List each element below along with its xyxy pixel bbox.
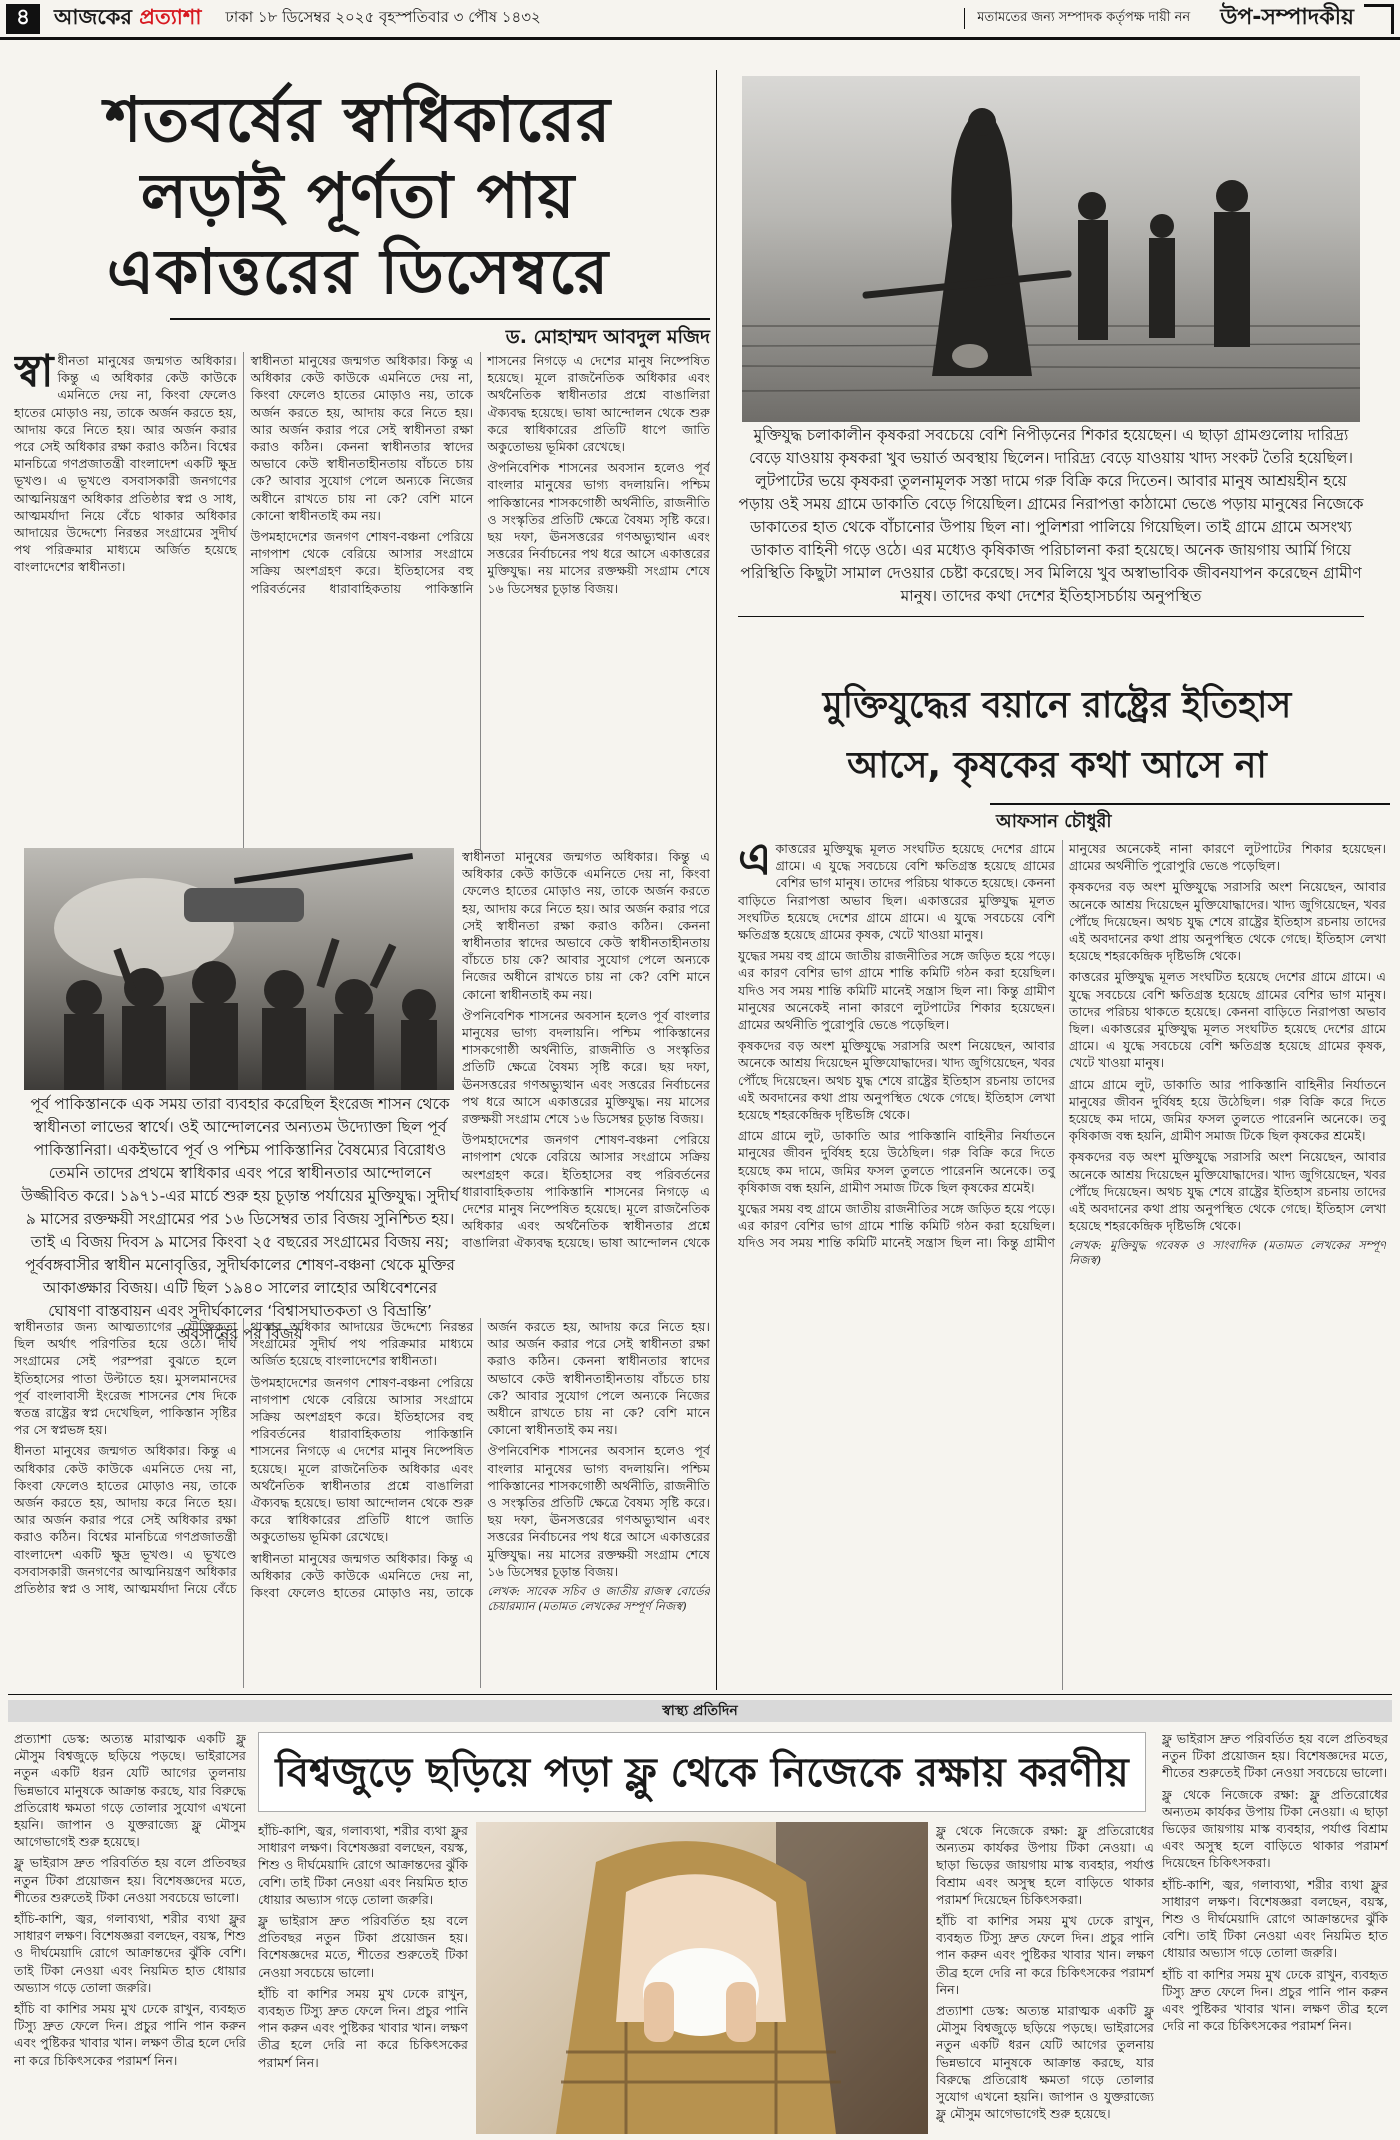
article2-paragraph: কাত্তরের মুক্তিযুদ্ধ মূলত সংঘটিত হয়েছে দেশের গ্রামে গ্রামে। এ যুদ্ধে সবচেয়ে বেশি ক্ষতিগ্রস্ত হয়েছে গ্রামের বেশির ভাগ মানুষ। তাদের পরিচয় থাকতে হয়েছে। কেননা বাড়িতে নিরাপত্তা অভাব ছিল। একাত্তরের মুক্তিযুদ্ধ মূলত সংঘটিত হয়েছে দেশের গ্রামে গ্রামে। এ যুদ্ধে সবচেয়ে বেশি ক্ষতিগ্রস্ত হয়েছে গ্রামের কৃষক, খেটে খাওয়া মানুষ। [1069, 969, 1386, 1071]
paper-name-part-1: আজকের [54, 5, 140, 29]
paper-name[interactable] [54, 1, 201, 36]
article1-headline[interactable] [8, 82, 708, 310]
article1-paragraph: স্বাধীনতা মানুষের জন্মগত অধিকার। কিন্তু এ অধিকার কেউ কাউকে এমনিতে দেয় না, কিংবা ফেলেও হাতের মোড়াও নয়, তাকে অর্জন করতে হয়, আদায় করে নিতে হয়। আর অর্জন করার পরে সেই স্বাধীনতা রক্ষা করাও কঠিন। কেননা স্বাধীনতার স্বাদের অভাবে কেউ স্বাধীনতাহীনতায় বাঁচতে চায় কে? আবার সুযোগ পেলে অন্যকে নিজের অধীনে রাখতে চায় না কে? বেশি মানে কোনো স্বাধীনতাই কম নয়। [462, 849, 710, 1002]
article1-paragraph: স্বাধীনতা মানুষের জন্মগত অধিকার। কিন্তু এ অধিকার কেউ কাউকে এমনিতে দেয় না, কিংবা ফেলেও হাতের মোড়াও নয়, তাকে অর্জন করতে হয়, আদায় করে নিতে হয়। আর অর্জন করার পরে সেই স্বাধীনতা রক্ষা করাও কঠিন। কেননা স্বাধীনতার স্বাদের অভাবে কেউ স্বাধীনতাহীনতায় বাঁচতে চায় কে? আবার সুযোগ পেলে অন্যকে নিজের অধীনে রাখতে চায় না কে? বেশি মানে কোনো স্বাধীনতাই কম নয়। [250, 353, 474, 523]
article1-body-top [14, 352, 710, 850]
health-body-left [14, 1730, 246, 2132]
article1-headline-line: শতবর্ষের স্বাধিকারের [104, 83, 612, 156]
article1-paragraph: উপমহাদেশের জনগণ শোষণ-বঞ্চনা পেরিয়ে নাগপাশ থেকে বেরিয়ে আসার সংগ্রামে সক্রিয় অংশগ্রহণ করে। ইতিহাসের বহু পরিবর্তনের ধারাবাহিকতায় পাকিস্তানি শাসনের নিগড়ে এ দেশের মানুষ নিষ্পেষিত হয়েছে। মূলে রাজনৈতিক অধিকার এবং অর্থনৈতিক স্বাধীনতার প্রশ্নে বাঙালিরা ঐক্যবদ্ধ হয়েছে। ভাষা আন্দোলন থেকে [462, 1132, 710, 1251]
health-paragraph: হাঁচি বা কাশির সময় মুখ ঢেকে রাখুন, ব্যবহৃত টিস্যু দ্রুত ফেলে দিন। প্রচুর পানি পান করুন এবং পুষ্টিকর খাবার খান। লক্ষণ তীব্র হলে দেরি না করে চিকিৎসকের পরামর্শ নিন। [14, 2001, 246, 2068]
article2-headline[interactable] [722, 676, 1392, 796]
editorial-disclaimer: মতামতের জন্য সম্পাদক কর্তৃপক্ষ দায়ী নন [964, 8, 1190, 29]
paper-name-part-2: প্রত্যাশা [139, 5, 202, 29]
article2-paragraph: কৃষকদের বড় অংশ মুক্তিযুদ্ধে সরাসরি অংশ নিয়েছেন, আবার অনেকে আশ্রয় দিয়েছেন মুক্তিযোদ্ধাদের। খাদ্য জুগিয়েছেন, খবর পৌঁছে দিয়েছেন। অথচ যুদ্ধ শেষে রাষ্ট্রের ইতিহাস রচনায় তাদের এই অবদানের কথা প্রায় অনুপস্থিত থেকে গেছে। ইতিহাস লেখা হয়েছে শহরকেন্দ্রিক দৃষ্টিভঙ্গি থেকে। [738, 1038, 1055, 1123]
article1-paragraph: স্বা ধীনতা মানুষের জন্মগত অধিকার। কিন্তু এ অধিকার কেউ কাউকে এমনিতে দেয় না, কিংবা ফেলেও হাতের মোড়াও নয়, তাকে অর্জন করতে হয়, আদায় করে নিতে হয়। আর অর্জন করার পরে সেই অধিকার রক্ষা করাও কঠিন। বিশ্বের মানচিত্রে গণপ্রজাতন্ত্রী বাংলাদেশ একটি ক্ষুদ্র ভূখণ্ড। এ ভূখণ্ডে বসবাসকারী জনগণের আত্মনিয়ন্ত্রণ অধিকার প্রতিষ্ঠার স্বপ্ন ও সাধ, আত্মমর্যাদা নিয়ে বেঁচে থাকার অধিকার আদায়ের উদ্দেশ্যে নিরন্তর সংগ্রামের সুদীর্ঘ পথ পরিক্রমার মাধ্যমে অর্জিত হয়েছে বাংলাদেশের স্বাধীনতা। [14, 352, 237, 575]
issue-date: ঢাকা ১৮ ডিসেম্বর ২০২৫ বৃহস্পতিবার ৩ পৌষ ১৪৩২ [225, 8, 541, 26]
health-photo[interactable] [476, 1822, 928, 2134]
article1-paragraph: স্বাধীনতা মানুষের জন্মগত অধিকার। কিন্তু এ অধিকার কেউ কাউকে এমনিতে দেয় না, কিংবা ফেলেও হাতের মোড়াও নয়, তাকে অর্জন করতে হয়, আদায় করে নিতে হয়। আর অর্জন করার পরে সেই স্বাধীনতা রক্ষা করাও কঠিন। কেননা স্বাধীনতার স্বাদের অভাবে কেউ স্বাধীনতাহীনতায় বাঁচতে চায় কে? আবার সুযোগ পেলে অন্যকে নিজের অধীনে রাখতে চায় না কে? বেশি মানে কোনো স্বাধীনতাই কম নয়। [250, 1319, 710, 1601]
health-paragraph: হাঁচি-কাশি, জ্বর, গলাব্যথা, শরীর ব্যথা ফ্লুর সাধারণ লক্ষণ। বিশেষজ্ঞরা বলছেন, বয়স্ক, শিশু ও দীর্ঘমেয়াদি রোগে আক্রান্তদের ঝুঁকি বেশি। তাই টিকা নেওয়া এবং নিয়মিত হাত ধোয়ার অভ্যাস গড়ে তোলা জরুরি। [1162, 1876, 1388, 1961]
article1-photo-caption: পূর্ব পাকিস্তানকে এক সময় তারা ব্যবহার করেছিল ইংরেজ শাসন থেকে স্বাধীনতা লাভের স্বার্থে। ওই আন্দোলনের অন্যতম উদ্যোক্তা ছিল পূর্ব পাকিস্তানিরা। একইভাবে পূর্ব ও পশ্চিম পাকিস্তানির বৈষম্যের বিরোধও তেমনি তাদের প্রথমে স্বাধিকার এবং পরে স্বাধীনতার আন্দোলনে উজ্জীবিত করে। ১৯৭১-এর মার্চে শুরু হয় চূড়ান্ত পর্যায়ের মুক্তিযুদ্ধ। সুদীর্ঘ ৯ মাসের রক্তক্ষয়ী সংগ্রামের পর ১৬ ডিসেম্বর তার বিজয় সুনিশ্চিত হয়। তাই এ বিজয় দিবস ৯ মাসের কিংবা ২৫ বছরের সংগ্রামের বিজয় নয়; পূর্ববঙ্গবাসীর স্বাধীন মনোবৃত্তির, সুদীর্ঘকালের শোষণ-বঞ্চনা থেকে মুক্তির আকাঙ্ক্ষার বিজয়। এটি ছিল ১৯৪০ সালের লাহোর অধিবেশনের ঘোষণা বাস্তবায়ন এবং সুদীর্ঘকালের ‘বিশ্বাসঘাতকতা ও বিভ্রান্তি’ অবসানের পর বিজয় [20, 1095, 460, 1343]
health-paragraph: প্রত্যাশা ডেস্ক: অত্যন্ত মারাত্মক একটি ফ্লু মৌসুম বিশ্বজুড়ে ছড়িয়ে পড়ছে। ভাইরাসের নতুন একটি ধরন যেটি আগের তুলনায় ভিন্নভাবে মানুষকে আক্রান্ত করছে, যার বিরুদ্ধে প্রতিরোধ ক্ষমতা গড়ে তোলার সুযোগ এখনো হয়নি। জাপান ও যুক্তরাজ্যে ফ্লু মৌসুম আগেভাগেই শুরু হয়েছে। [14, 1731, 246, 1850]
article1-photo[interactable] [24, 848, 454, 1090]
health-paragraph: প্রত্যাশা ডেস্ক: অত্যন্ত মারাত্মক একটি ফ্লু মৌসুম বিশ্বজুড়ে ছড়িয়ে পড়ছে। ভাইরাসের নতুন একটি ধরন যেটি আগের তুলনায় ভিন্নভাবে মানুষকে আক্রান্ত করছে, যার বিরুদ্ধে প্রতিরোধ ক্ষমতা গড়ে তোলার সুযোগ এখনো হয়নি। জাপান ও যুক্তরাজ্যে ফ্লু মৌসুম আগেভাগেই শুরু হয়েছে। [936, 2003, 1154, 2122]
article2-paragraph: কৃষকদের বড় অংশ মুক্তিযুদ্ধে সরাসরি অংশ নিয়েছেন, আবার অনেকে আশ্রয় দিয়েছেন মুক্তিযোদ্ধাদের। খাদ্য জুগিয়েছেন, খবর পৌঁছে দিয়েছেন। অথচ যুদ্ধ শেষে রাষ্ট্রের ইতিহাস রচনায় তাদের এই অবদানের কথা প্রায় অনুপস্থিত থেকে গেছে। ইতিহাস লেখা হয়েছে শহরকেন্দ্রিক দৃষ্টিভঙ্গি থেকে। [1069, 1149, 1386, 1234]
article1-paragraph: উপমহাদেশের জনগণ শোষণ-বঞ্চনা পেরিয়ে নাগপাশ থেকে বেরিয়ে আসার সংগ্রামে সক্রিয় অংশগ্রহণ করে। ইতিহাসের বহু পরিবর্তনের ধারাবাহিকতায় পাকিস্তানি শাসনের নিগড়ে এ দেশের মানুষ নিষ্পেষিত হয়েছে। মূলে রাজনৈতিক অধিকার এবং অর্থনৈতিক স্বাধীনতার প্রশ্নে বাঙালিরা ঐক্যবদ্ধ হয়েছে। ভাষা আন্দোলন থেকে শুরু করে স্বাধিকারের প্রতিটি ধাপে জাতি অকুতোভয় ভূমিকা রেখেছে। [250, 1374, 474, 1545]
health-section-band: স্বাস্থ্য প্রতিদিন [8, 1700, 1392, 1722]
health-paragraph: ফ্লু থেকে নিজেকে রক্ষা: ফ্লু প্রতিরোধের অন্যতম কার্যকর উপায় টিকা নেওয়া। এ ছাড়া ভিড়ের জায়গায় মাস্ক ব্যবহার, পর্যাপ্ত বিশ্রাম এবং অসুস্থ হলে বাড়িতে থাকার পরামর্শ দিয়েছেন চিকিৎসকরা। [1162, 1786, 1388, 1871]
article1-byline: ড. মোহাম্মদ আবদুল মজিদ [170, 318, 710, 355]
section-divider [8, 1694, 1392, 1695]
article1-body-bottom [14, 1318, 710, 1688]
article1-paragraph: ঔপনিবেশিক শাসনের অবসান হলেও পূর্ব বাংলার মানুষের ভাগ্য বদলায়নি। পশ্চিম পাকিস্তানের শাসকগোষ্ঠী অর্থনীতি, রাজনীতি ও সংস্কৃতির প্রতিটি ক্ষেত্রে বৈষম্য সৃষ্টি করে। ছয় দফা, ঊনসত্তরের গণঅভ্যুত্থান এবং সত্তরের নির্বাচনের পথ ধরে আসে একাত্তরের মুক্তিযুদ্ধ। নয় মাসের রক্তক্ষয়ী সংগ্রাম শেষে ১৬ ডিসেম্বর চূড়ান্ত বিজয়। [462, 1007, 710, 1127]
article2-paragraph: কৃষকদের বড় অংশ মুক্তিযুদ্ধে সরাসরি অংশ নিয়েছেন, আবার অনেকে আশ্রয় দিয়েছেন মুক্তিযোদ্ধাদের। খাদ্য জুগিয়েছেন, খবর পৌঁছে দিয়েছেন। অথচ যুদ্ধ শেষে রাষ্ট্রের ইতিহাস রচনায় তাদের এই অবদানের কথা প্রায় অনুপস্থিত থেকে গেছে। ইতিহাস লেখা হয়েছে শহরকেন্দ্রিক দৃষ্টিভঙ্গি থেকে। [1069, 879, 1386, 964]
article1-paragraph: উপমহাদেশের জনগণ শোষণ-বঞ্চনা পেরিয়ে নাগপাশ থেকে বেরিয়ে আসার সংগ্রামে সক্রিয় অংশগ্রহণ করে। ইতিহাসের বহু পরিবর্তনের ধারাবাহিকতায় পাকিস্তানি শাসনের নিগড়ে এ দেশের মানুষ নিষ্পেষিত হয়েছে। মূলে রাজনৈতিক অধিকার এবং অর্থনৈতিক স্বাধীনতার প্রশ্নে বাঙালিরা ঐক্যবদ্ধ হয়েছে। ভাষা আন্দোলন থেকে শুরু করে স্বাধিকারের প্রতিটি ধাপে জাতি অকুতোভয় ভূমিকা রেখেছে। [250, 353, 710, 596]
section-title: উপ-সম্পাদকীয় [1220, 5, 1354, 30]
farmers-illustration [742, 76, 1360, 422]
article2-paragraph: একাত্তরের মুক্তিযুদ্ধ মূলত সংঘটিত হয়েছে দেশের গ্রামে গ্রামে। এ যুদ্ধে সবচেয়ে বেশি ক্ষতিগ্রস্ত হয়েছে গ্রামের বেশির ভাগ মানুষ। তাদের পরিচয় থাকতে হয়েছে। কেননা বাড়িতে নিরাপত্তা অভাব ছিল। একাত্তরের মুক্তিযুদ্ধ মূলত সংঘটিত হয়েছে দেশের গ্রামে গ্রামে। এ যুদ্ধে সবচেয়ে বেশি ক্ষতিগ্রস্ত হয়েছে গ্রামের কৃষক, খেটে খাওয়া মানুষ। [738, 840, 1055, 943]
page-number: ৪ [6, 4, 40, 34]
article2-photo-caption: মুক্তিযুদ্ধ চলাকালীন কৃষকরা সবচেয়ে বেশি নিপীড়নের শিকার হয়েছেন। এ ছাড়া গ্রামগুলোয় দারিদ্র্য বেড়ে যাওয়ায় কৃষকরা খুব ভয়ার্ত অবস্থায় ছিলেন। দারিদ্র্য বেড়ে যাওয়ায় খাদ্য সংকট তৈরি হয়েছিল। লুটপাটের ভয়ে কৃষকরা তুলনামূলক সস্তা দামে গরু বিক্রি করে দিতেন। আবার মানুষ আশ্রয়হীন হয়ে পড়ায় ওই সময় গ্রামে ডাকাতি বেড়ে গিয়েছিল। গ্রামের নিরাপত্তা কাঠামো ভেঙে পড়ায় মানুষের নিজেকে ডাকাতের হাত থেকে বাঁচানোর উপায় ছিল না। পুলিশরা পালিয়ে গিয়েছিল। তাই গ্রামে গ্রামে অসংখ্য ডাকাত বাহিনী গড়ে ওঠে। এর মধ্যেও কৃষিকাজ পরিচালনা করা হয়েছে। অনেক জায়গায় আর্মি গিয়ে পরিস্থিতি কিছুটা সামাল দেওয়ার চেষ্টা করেছে। সব মিলিয়ে খুব অস্বাভাবিক জীবনযাপন করেছেন গ্রামীণ মানুষ। তাদের কথা দেশের ইতিহাসচর্চায় অনুপস্থিত [738, 424, 1364, 617]
health-paragraph: হাঁচি বা কাশির সময় মুখ ঢেকে রাখুন, ব্যবহৃত টিস্যু দ্রুত ফেলে দিন। প্রচুর পানি পান করুন এবং পুষ্টিকর খাবার খান। লক্ষণ তীব্র হলে দেরি না করে চিকিৎসকের পরামর্শ নিন। [258, 1985, 468, 2070]
article1-paragraph: ঔপনিবেশিক শাসনের অবসান হলেও পূর্ব বাংলার মানুষের ভাগ্য বদলায়নি। পশ্চিম পাকিস্তানের শাসকগোষ্ঠী অর্থনীতি, রাজনীতি ও সংস্কৃতির প্রতিটি ক্ষেত্রে বৈষম্য সৃষ্টি করে। ছয় দফা, ঊনসত্তরের গণঅভ্যুত্থান এবং সত্তরের নির্বাচনের পথ ধরে আসে একাত্তরের মুক্তিযুদ্ধ। নয় মাসের রক্তক্ষয়ী সংগ্রাম শেষে ১৬ ডিসেম্বর চূড়ান্ত বিজয়। [487, 1443, 710, 1579]
article1-author-note: লেখক: সাবেক সচিব ও জাতীয় রাজস্ব বোর্ডের চেয়ারম্যান (মতামত লেখকের সম্পূর্ণ নিজস্ব) [487, 1584, 710, 1614]
article1-headline-line: একাত্তরের ডিসেম্বরে [106, 235, 610, 308]
article2-photo[interactable] [742, 76, 1360, 422]
health-body-right [1162, 1730, 1388, 2132]
article2-dropcap: এ [738, 840, 772, 885]
health-headline[interactable]: বিশ্বজুড়ে ছড়িয়ে পড়া ফ্লু থেকে নিজেকে রক্ষায় করণীয় [258, 1732, 1146, 1812]
health-paragraph: হাঁচি-কাশি, জ্বর, গলাব্যথা, শরীর ব্যথা ফ্লুর সাধারণ লক্ষণ। বিশেষজ্ঞরা বলছেন, বয়স্ক, শিশু ও দীর্ঘমেয়াদি রোগে আক্রান্তদের ঝুঁকি বেশি। তাই টিকা নেওয়া এবং নিয়মিত হাত ধোয়ার অভ্যাস গড়ে তোলা জরুরি। [258, 1823, 468, 1907]
masthead [0, 0, 1400, 40]
corner-mark [1364, 4, 1394, 34]
article1-paragraph: ধীনতা মানুষের জন্মগত অধিকার। কিন্তু এ অধিকার কেউ কাউকে এমনিতে দেয় না, কিংবা ফেলেও হাতের মোড়াও নয়, তাকে অর্জন করতে হয়, আদায় করে নিতে হয়। আর অর্জন করার পরে সেই অধিকার রক্ষা করাও কঠিন। বিশ্বের মানচিত্রে গণপ্রজাতন্ত্রী বাংলাদেশ একটি ক্ষুদ্র ভূখণ্ড। এ ভূখণ্ডে বসবাসকারী জনগণের আত্মনিয়ন্ত্রণ অধিকার প্রতিষ্ঠার স্বপ্ন ও সাধ, আত্মমর্যাদা নিয়ে বেঁচে থাকার অধিকার আদায়ের উদ্দেশ্যে নিরন্তর সংগ্রামের সুদীর্ঘ পথ পরিক্রমার মাধ্যমে অর্জিত হয়েছে বাংলাদেশের স্বাধীনতা। [14, 1319, 474, 1597]
article2-headline-line: আসে, কৃষকের কথা আসে না [847, 745, 1267, 786]
article2-body [738, 840, 1386, 1690]
health-paragraph: হাঁচি-কাশি, জ্বর, গলাব্যথা, শরীর ব্যথা ফ্লুর সাধারণ লক্ষণ। বিশেষজ্ঞরা বলছেন, বয়স্ক, শিশু ও দীর্ঘমেয়াদি রোগে আক্রান্তদের ঝুঁকি বেশি। তাই টিকা নেওয়া এবং নিয়মিত হাত ধোয়ার অভ্যাস গড়ে তোলা জরুরি। [14, 1911, 246, 1995]
article2-author-note: লেখক: মুক্তিযুদ্ধ গবেষক ও সাংবাদিক (মতামত লেখকের সম্পূর্ণ নিজস্ব) [1069, 1238, 1386, 1268]
article1-dropcap: স্বা [14, 352, 54, 397]
health-paragraph: ফ্লু ভাইরাস দ্রুত পরিবর্তিত হয় বলে প্রতিবছর নতুন টিকা প্রয়োজন হয়। বিশেষজ্ঞদের মতে, শীতের শুরুতেই টিকা নেওয়া সবচেয়ে ভালো। [258, 1913, 468, 1980]
health-body-mid-left [258, 1822, 468, 2132]
article2-byline: আফসান চৌধুরী [990, 803, 1390, 838]
column-divider [716, 70, 717, 1690]
article2-paragraph: গ্রামে গ্রামে লুট, ডাকাতি আর পাকিস্তানি বাহিনীর নির্যাতনে মানুষের জীবন দুর্বিষহ হয়ে উঠেছিল। গরু বিক্রি করে দিতে হয়েছে কম দামে, জমির ফসল তুলতে পারেননি অনেকে। তবু কৃষিকাজ বন্ধ হয়নি, গ্রামীণ সমাজ টিকে ছিল কৃষকের শ্রমেই। [1069, 1076, 1386, 1144]
health-body-mid-right [936, 1822, 1154, 2132]
article1-headline-line: লড়াই পূর্ণতা পায় [140, 159, 576, 232]
article2-paragraph: যুদ্ধের সময় বহু গ্রামে জাতীয় রাজনীতির সঙ্গে জড়িত হয়ে পড়ে। এর কারণ বেশির ভাগ গ্রামে শান্তি কমিটি গঠন করা হয়েছিল। যদিও সব সময় শান্তি কমিটি মানেই সন্ত্রাস ছিল না। কিন্তু গ্রামীণ মানুষের অনেকেই নানা কারণে লুটপাটের শিকার হয়েছেন। গ্রামের অর্থনীতি পুরোপুরি ভেঙে পড়েছিল। [738, 841, 1386, 1251]
article1-body-side [462, 848, 710, 1254]
health-paragraph: হাঁচি বা কাশির সময় মুখ ঢেকে রাখুন, ব্যবহৃত টিস্যু দ্রুত ফেলে দিন। প্রচুর পানি পান করুন এবং পুষ্টিকর খাবার খান। লক্ষণ তীব্র হলে দেরি না করে চিকিৎসকের পরামর্শ নিন। [1162, 1966, 1388, 2034]
article2-paragraph: গ্রামে গ্রামে লুট, ডাকাতি আর পাকিস্তানি বাহিনীর নির্যাতনে মানুষের জীবন দুর্বিষহ হয়ে উঠেছিল। গরু বিক্রি করে দিতে হয়েছে কম দামে, জমির ফসল তুলতে পারেননি অনেকে। তবু কৃষিকাজ বন্ধ হয়নি, গ্রামীণ সমাজ টিকে ছিল কৃষকের শ্রমেই। [738, 1128, 1055, 1195]
article1-paragraph: স্বাধীনতার জন্য আত্মত্যাগের যৌক্তিকতা ছিল অর্থাৎ পরিণতির হয়ে ওঠে। দীর্ঘ সংগ্রামের সেই পরম্পরা বুঝতে হলে ইতিহাসের পাতা উল্টাতে হয়। মুসলমানদের পূর্ব বাংলাবাসী ইংরেজ শাসনের শেষ দিকে স্বতন্ত্র রাষ্ট্রের স্বপ্ন দেখেছিল, পাকিস্তান সৃষ্টির পর সে স্বপ্নভঙ্গ হয়। [14, 1319, 237, 1438]
article1-paragraph: ঔপনিবেশিক শাসনের অবসান হলেও পূর্ব বাংলার মানুষের ভাগ্য বদলায়নি। পশ্চিম পাকিস্তানের শাসকগোষ্ঠী অর্থনীতি, রাজনীতি ও সংস্কৃতির প্রতিটি ক্ষেত্রে বৈষম্য সৃষ্টি করে। ছয় দফা, ঊনসত্তরের গণঅভ্যুত্থান এবং সত্তরের নির্বাচনের পথ ধরে আসে একাত্তরের মুক্তিযুদ্ধ। নয় মাসের রক্তক্ষয়ী সংগ্রাম শেষে ১৬ ডিসেম্বর চূড়ান্ত বিজয়। [487, 460, 710, 596]
article2-headline-line: মুক্তিযুদ্ধের বয়ানে রাষ্ট্রের ইতিহাস [822, 685, 1292, 726]
victory-crowd-illustration [24, 848, 454, 1090]
health-paragraph: হাঁচি বা কাশির সময় মুখ ঢেকে রাখুন, ব্যবহৃত টিস্যু দ্রুত ফেলে দিন। প্রচুর পানি পান করুন এবং পুষ্টিকর খাবার খান। লক্ষণ তীব্র হলে দেরি না করে চিকিৎসকের পরামর্শ নিন। [936, 1913, 1154, 1997]
health-paragraph: ফ্লু থেকে নিজেকে রক্ষা: ফ্লু প্রতিরোধের অন্যতম কার্যকর উপায় টিকা নেওয়া। এ ছাড়া ভিড়ের জায়গায় মাস্ক ব্যবহার, পর্যাপ্ত বিশ্রাম এবং অসুস্থ হলে বাড়িতে থাকার পরামর্শ দিয়েছেন চিকিৎসকরা। [936, 1823, 1154, 1907]
health-paragraph: ফ্লু ভাইরাস দ্রুত পরিবর্তিত হয় বলে প্রতিবছর নতুন টিকা প্রয়োজন হয়। বিশেষজ্ঞদের মতে, শীতের শুরুতেই টিকা নেওয়া সবচেয়ে ভালো। [14, 1855, 246, 1905]
article2-paragraph: যুদ্ধের সময় বহু গ্রামে জাতীয় রাজনীতির সঙ্গে জড়িত হয়ে পড়ে। এর কারণ বেশির ভাগ গ্রামে শান্তি কমিটি গঠন করা হয়েছিল। যদিও সব সময় শান্তি কমিটি মানেই সন্ত্রাস ছিল না। কিন্তু গ্রামীণ মানুষের অনেকেই নানা কারণে লুটপাটের শিকার হয়েছেন। গ্রামের অর্থনীতি পুরোপুরি ভেঙে পড়েছিল। [738, 948, 1056, 1033]
health-paragraph: ফ্লু ভাইরাস দ্রুত পরিবর্তিত হয় বলে প্রতিবছর নতুন টিকা প্রয়োজন হয়। বিশেষজ্ঞদের মতে, শীতের শুরুতেই টিকা নেওয়া সবচেয়ে ভালো। [1162, 1731, 1388, 1781]
flu-patient-illustration [476, 1822, 928, 2134]
